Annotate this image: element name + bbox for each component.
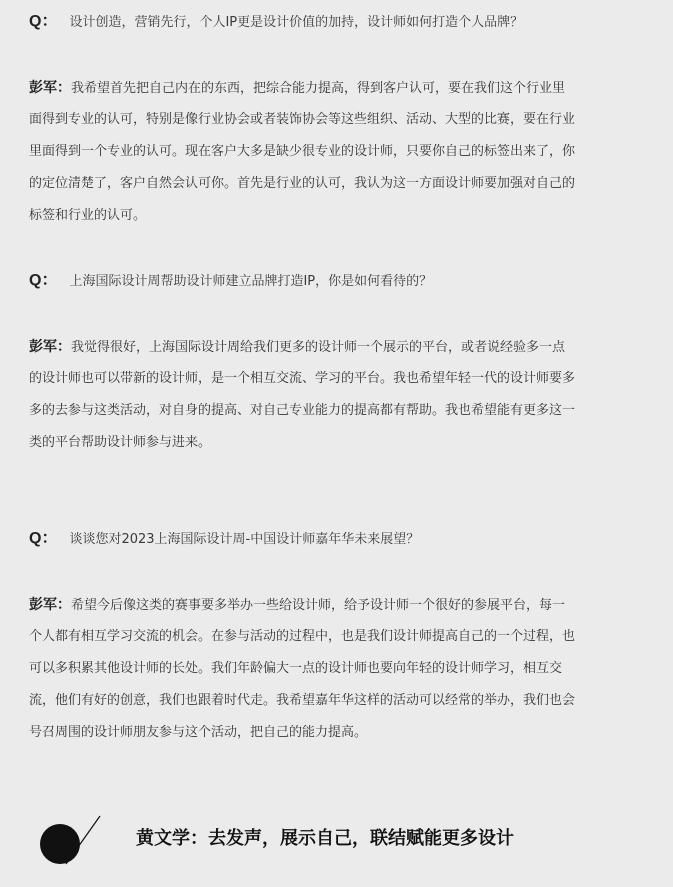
question-1 [29,12,523,33]
answer-line: 类的平台帮助设计师参与进来。 [29,435,212,450]
question-text: 谈谈您对2023上海国际设计周-中国设计师嘉年华未来展望？ [69,532,420,547]
question-2 [29,271,432,292]
speaker-name: 彭军： [29,339,71,355]
answer-3 [29,589,647,749]
answer-line: 面得到专业的认可，特别是像行业协会或者装饰协会等这些组织、活动、大型的比赛，要在行业 [29,112,576,127]
answer-line: 彭军：希望今后像这类的赛事要多举办一些给设计师，给予设计师一个很好的参展平台，每一 [29,597,566,613]
answer-line: 流，他们有好的创意，我们也跟着时代走。我希望嘉年华这样的活动可以经常的举办，我们也会 [29,693,576,708]
answer-line: 可以多积累其他设计师的长处。我们年龄偏大一点的设计师也要向年轻的设计师学习，相互交 [29,661,563,676]
answer-2 [29,331,647,459]
answer-line: 号召周围的设计师朋友参与这个活动，把自己的能力提高。 [29,725,368,740]
answer-line: 彭军：我觉得很好，上海国际设计周给我们更多的设计师一个展示的平台，或者说经验多一点 [29,339,566,355]
answer-1 [29,72,647,232]
question-text: 上海国际设计周帮助设计师建立品牌打造IP，你是如何看待的？ [69,274,433,289]
question-text: 设计创造，营销先行，个人IP更是设计价值的加持，设计师如何打造个人品牌？ [69,15,524,30]
answer-line: 多的去参与这类活动，对自身的提高、对自己专业能力的提高都有帮助。我也希望能有更多这一 [29,403,576,418]
speaker-name: 彭军： [29,597,71,613]
answer-line: 标签和行业的认可。 [29,208,147,223]
answer-line: 彭军：我希望首先把自己内在的东西，把综合能力提高，得到客户认可，要在我们这个行业里 [29,80,566,96]
answer-line: 个人都有相互学习交流的机会。在参与活动的过程中，也是我们设计师提高自己的一个过程，也 [29,629,576,644]
question-marker: Q： [29,13,58,30]
speaker-name: 彭军： [29,80,71,96]
heading-slash-icon [58,814,118,866]
question-marker: Q： [29,530,58,547]
answer-line: 里面得到一个专业的认可。现在客户大多是缺少很专业的设计师，只要你自己的标签出来了，你 [29,144,576,159]
answer-line: 的设计师也可以带新的设计师，是一个相互交流、学习的平台。我也希望年轻一代的设计师要多 [29,371,576,386]
section-title: 黄文学：去发声，展示自己，联结赋能更多设计 [136,828,514,849]
answer-line: 的定位清楚了，客户自然会认可你。首先是行业的认可，我认为这一方面设计师要加强对自己的 [29,176,576,191]
question-marker: Q： [29,272,58,289]
question-3 [29,529,419,550]
